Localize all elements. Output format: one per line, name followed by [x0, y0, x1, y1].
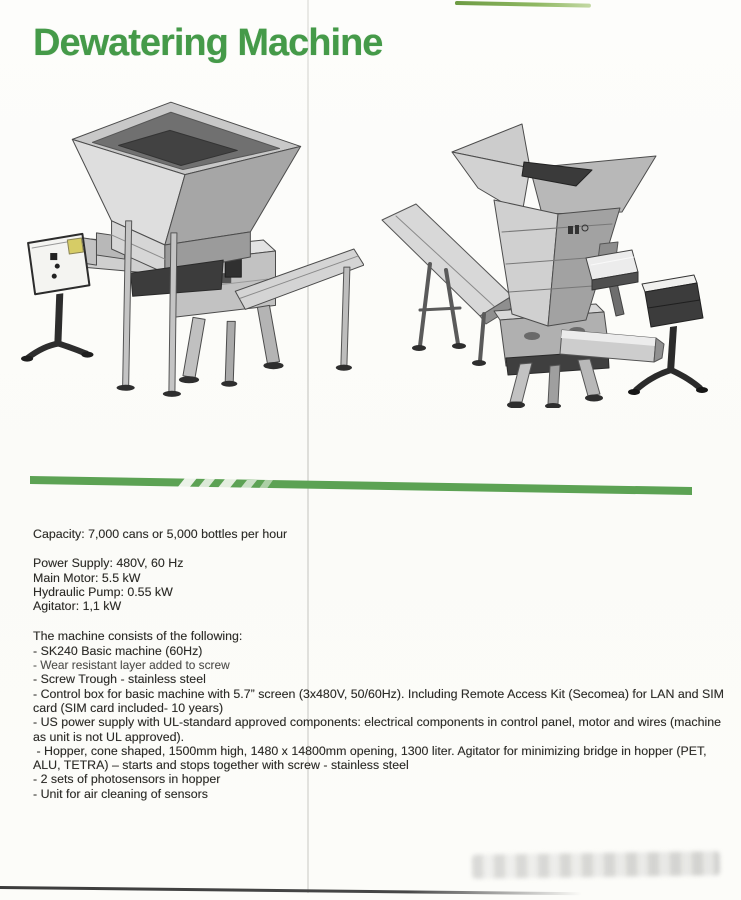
machine-legs [507, 359, 603, 408]
control-panel [21, 234, 93, 362]
consists-item: - Wear resistant layer added to screw [33, 658, 230, 673]
consists-item: - Unit for air cleaning of sensors [33, 786, 208, 801]
main-motor-line: Main Motor: 5.5 kW [33, 570, 141, 585]
specifications-text [33, 527, 735, 801]
bleed-through-smudge [472, 851, 720, 878]
consists-item: - Hopper, cone shaped, 1500mm high, 1480 x 14800mm opening, 1300 liter. Agitator for minimizing bridge in hopper (PET, ALU, TETRA) – starts and stops together with screw - stainless steel [33, 743, 710, 773]
agitator-line: Agitator: 1,1 kW [33, 599, 122, 614]
control-panel [628, 275, 708, 395]
panel-display [50, 253, 57, 260]
consists-heading: The machine consists of the following: [33, 629, 243, 644]
scan-edge-line [0, 886, 582, 895]
machine-illustration-left [12, 92, 364, 404]
panel-label [67, 238, 83, 254]
consists-item: - Screw Trough - stainless steel [33, 672, 206, 687]
consists-item: - 2 sets of photosensors in hopper [33, 772, 221, 787]
page-title: Dewatering Machine [33, 22, 383, 64]
consists-item: - US power supply with UL-standard approved components: electrical components in control panel, motor and wires (machine as unit is not UL approved). [33, 715, 725, 744]
dewatering-machine-front-left-drawing [12, 92, 364, 404]
consists-item: - SK240 Basic machine (60Hz) [33, 643, 203, 658]
green-divider-bar [25, 470, 717, 498]
consists-item: - Control box for basic machine with 5.7” screen (3x480V, 50/60Hz). Including Remote Access Kit (Secomea) for LAN and SIM card (SIM card included- 10 years) [33, 686, 728, 715]
green-accent-line [455, 1, 591, 8]
machine-legs [179, 305, 284, 386]
machine-illustration-right [372, 118, 732, 408]
dewatering-machine-front-right-drawing [372, 118, 732, 408]
power-supply-line: Power Supply: 480V, 60 Hz [33, 556, 184, 571]
capacity-line: Capacity: 7,000 cans or 5,000 bottles per hour [33, 527, 288, 541]
infeed-conveyor [382, 204, 518, 366]
logo-mark [568, 226, 573, 234]
hydraulic-pump-line: Hydraulic Pump: 0.55 kW [33, 584, 173, 599]
